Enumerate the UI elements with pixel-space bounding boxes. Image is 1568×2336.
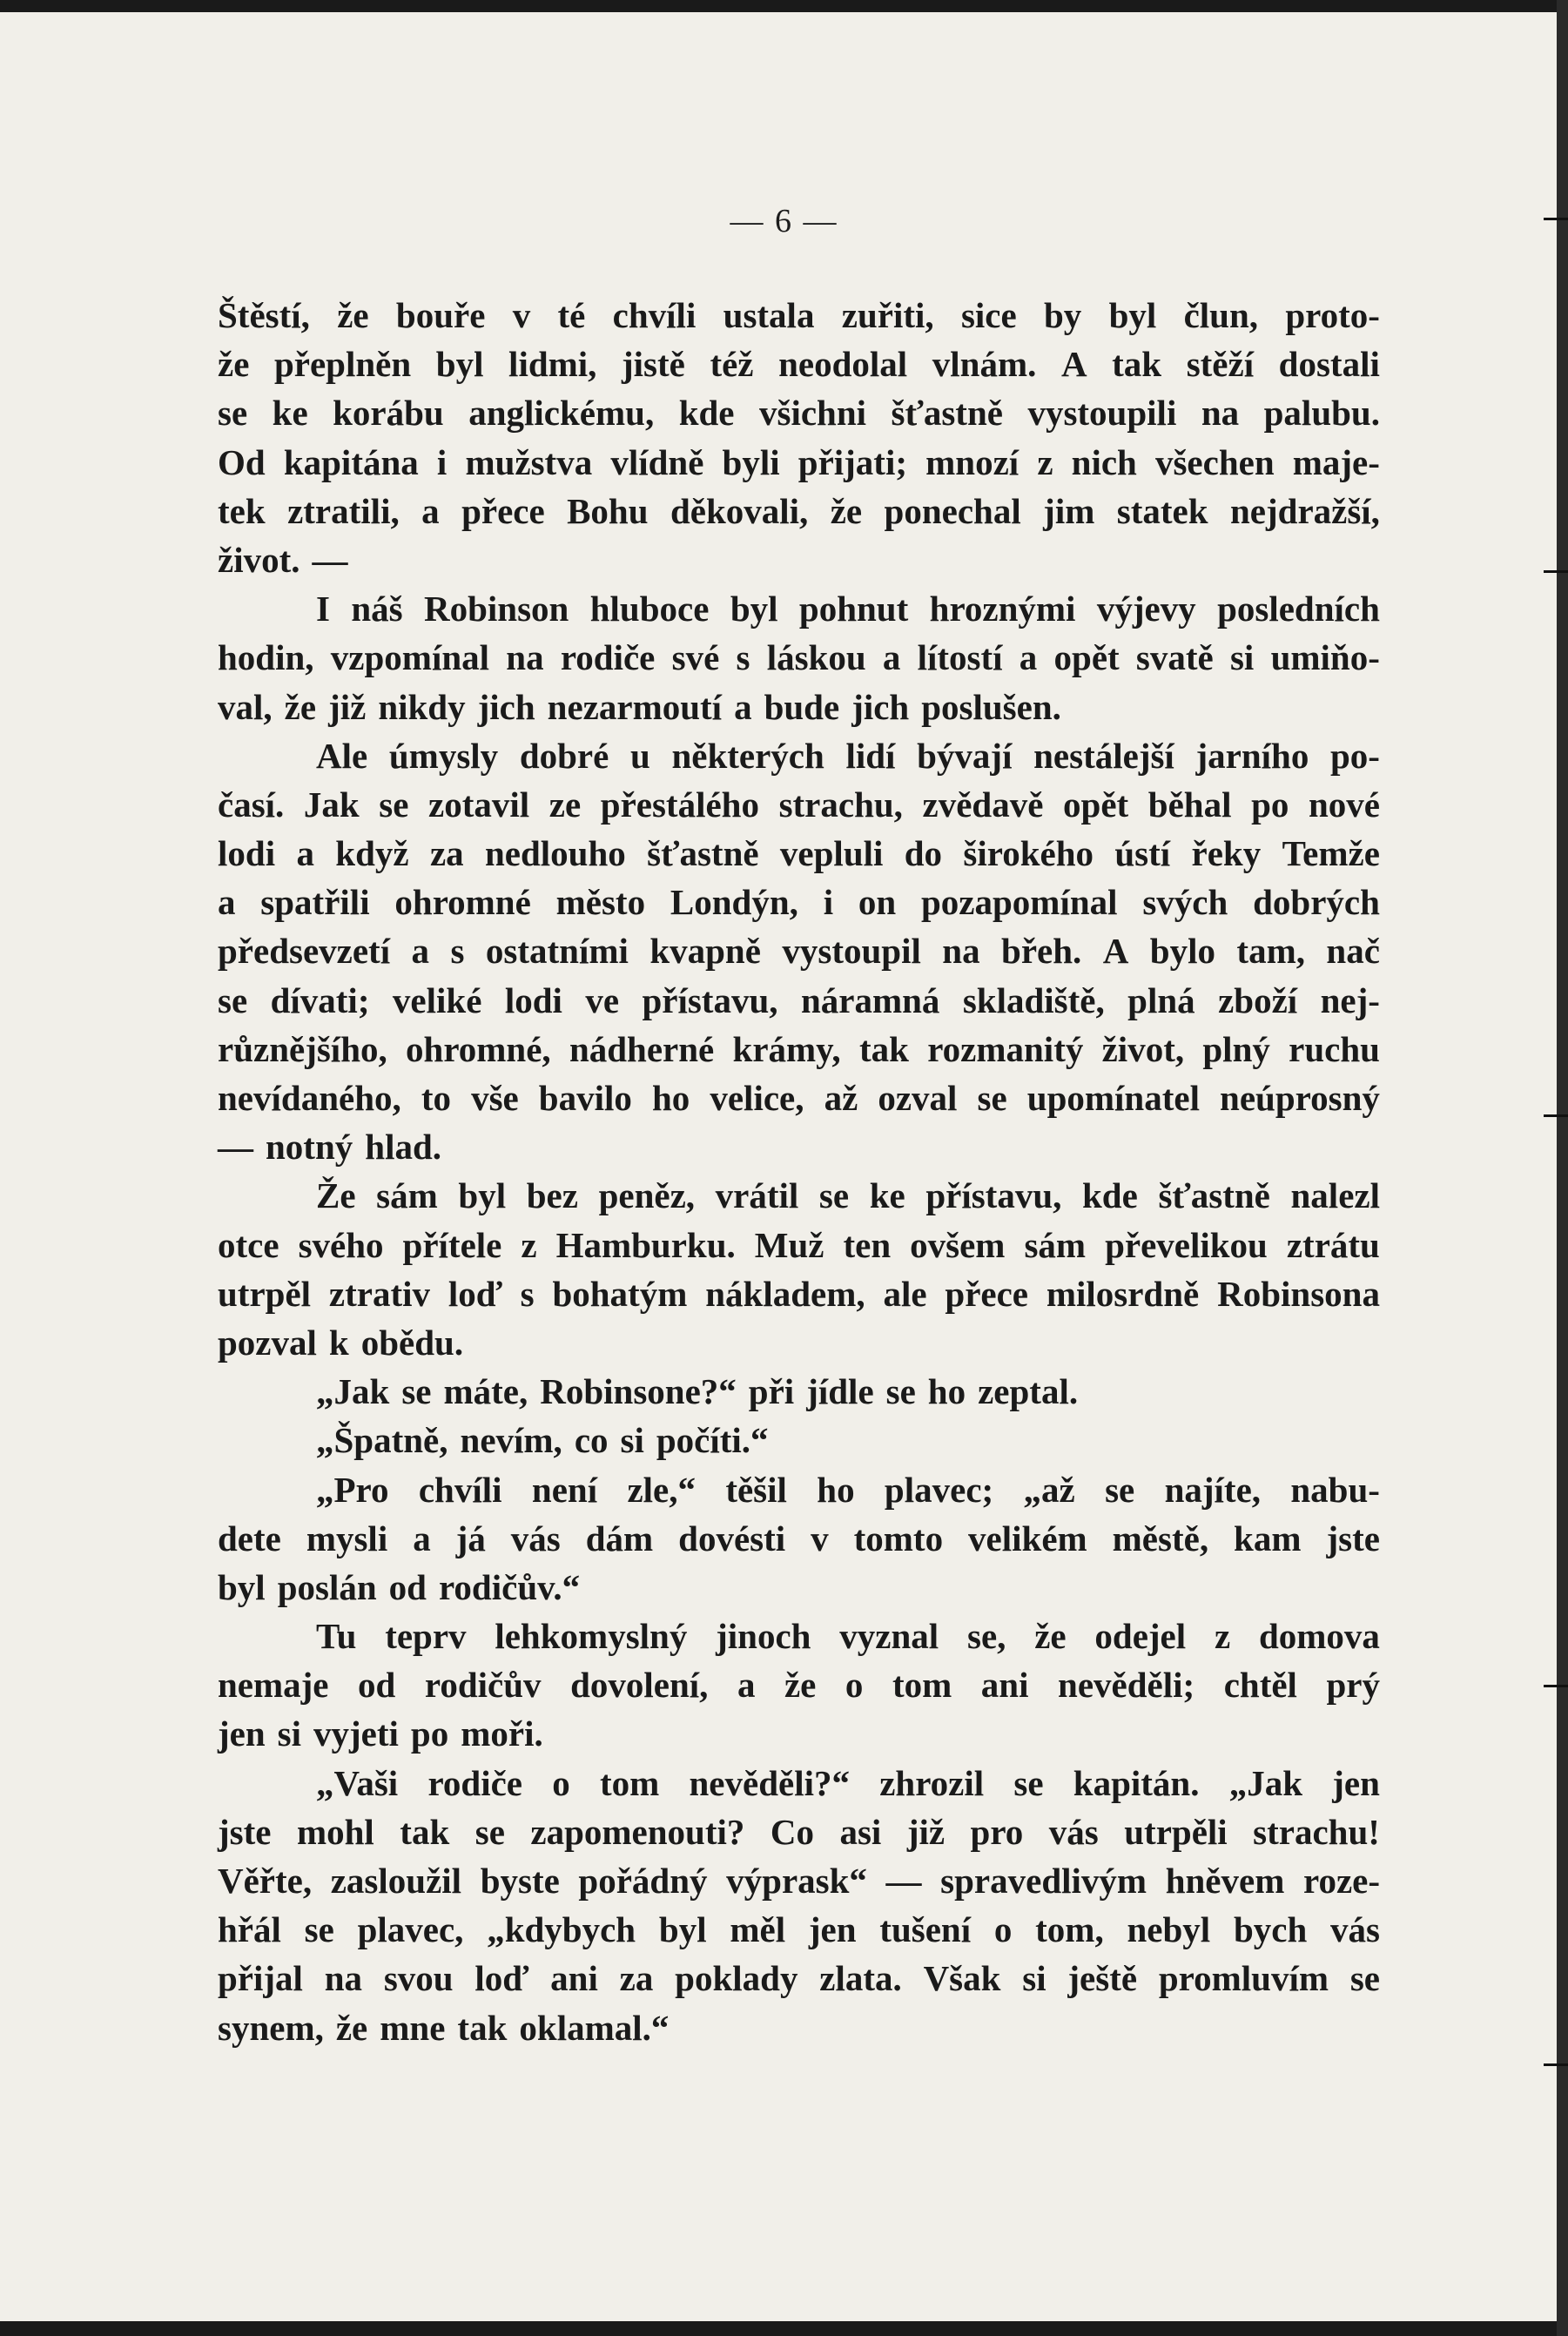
text-line: a spatřili ohromné město Londýn, i on pozapomínal svých dobrých [218,882,1380,923]
text-line: přijal na svou loď ani za poklady zlata. Však si ještě promluvím se [218,1958,1380,1999]
text-line: lodi a když za nedlouho šťastně vepluli do širokého ústí řeky Temže [218,833,1380,874]
text-line: byl poslán od rodičův.“ [218,1566,581,1607]
text-line: se ke korábu anglickému, kde všichni šťastně vystoupili na palubu. [218,393,1380,434]
edge-mark [1544,1685,1568,1687]
edge-mark [1544,1114,1568,1117]
text-line: I náš Robinson hluboce byl pohnut hroznými výjevy posledních [316,589,1380,629]
edge-mark [1544,2063,1568,2066]
text-line: hodin, vzpomínal na rodiče své s láskou a lítostí a opět svatě si umiňo- [218,637,1380,678]
text-line: „Špatně, nevím, co si počíti.“ [316,1420,769,1461]
text-line: život. — [218,539,348,580]
text-line: Tu teprv lehkomyslný jinoch vyznal se, že odejel z domova [316,1616,1380,1657]
text-line: Že sám byl bez peněz, vrátil se ke přístavu, kde šťastně nalezl [316,1175,1380,1216]
text-line: že přeplněn byl lidmi, jistě též neodolal vlnám. A tak stěží dostali [218,344,1380,385]
paragraph [218,1367,1380,1416]
paragraph [218,1465,1380,1612]
text-line: nevídaného, to vše bavilo ho velice, až ozval se upomínatel neúprosný [218,1078,1380,1118]
text-line: hřál se plavec, „kdybych byl měl jen tušení o tom, nebyl bych vás [218,1909,1380,1950]
paragraph [218,1759,1380,2052]
text-line: „Jak se máte, Robinsone?“ při jídle se ho zeptal. [316,1371,1079,1412]
paragraph [218,1612,1380,1759]
text-line: jste mohl tak se zapomenouti? Co asi již pro vás utrpěli strachu! [218,1811,1380,1852]
text-line: pozval k obědu. [218,1322,464,1363]
text-line: utrpěl ztrativ loď s bohatým nákladem, ale přece milosrdně Robinsona [218,1273,1380,1314]
text-line: časí. Jak se zotavil ze přestálého strachu, zvědavě opět běhal po nové [218,784,1380,825]
text-line: jen si vyjeti po moři. [218,1713,543,1754]
scan-edge [1557,0,1568,2336]
text-line: se dívati; veliké lodi ve přístavu, náramná skladiště, plná zboží nej- [218,980,1380,1020]
text-line: Věřte, zasloužil byste pořádný výprask“ — spravedlivým hněvem roze- [218,1861,1380,1901]
text-line: otce svého přítele z Hamburku. Muž ten ovšem sám převelikou ztrátu [218,1224,1380,1265]
paragraph [218,291,1380,584]
text-line: různějšího, ohromné, nádherné krámy, tak rozmanitý život, plný ruchu [218,1028,1380,1069]
body-text [218,291,1380,2052]
text-line: předsevzetí a s ostatními kvapně vystoupil na břeh. A bylo tam, nač [218,931,1380,972]
text-line: nemaje od rodičův dovolení, a že o tom ani nevěděli; chtěl prý [218,1665,1380,1706]
text-line: — notný hlad. [218,1127,442,1168]
page-number: — 6 — [730,203,838,239]
paragraph [218,1416,1380,1464]
text-line: Štěstí, že bouře v té chvíli ustala zuřiti, sice by byl člun, proto- [218,295,1380,335]
text-line: „Vaši rodiče o tom nevěděli?“ zhrozil se kapitán. „Jak jen [316,1762,1380,1803]
paragraph [218,731,1380,1172]
text-line: Od kapitána i mužstva vlídně byli přijati; mnozí z nich všechen maje- [218,441,1380,482]
text-line: dete mysli a já vás dám dovésti v tomto velikém městě, kam jste [218,1518,1380,1558]
text-line: synem, že mne tak oklamal.“ [218,2007,670,2048]
edge-mark [1544,570,1568,573]
paragraph [218,584,1380,731]
text-line: tek ztratili, a přece Bohu děkovali, že ponechal jim statek nejdražší, [218,490,1380,531]
paragraph [218,1171,1380,1367]
text-line: val, že již nikdy jich nezarmoutí a bude jich poslušen. [218,686,1061,727]
text-line: „Pro chvíli není zle,“ těšil ho plavec; „až se najíte, nabu- [316,1469,1380,1510]
text-line: Ale úmysly dobré u některých lidí bývají nestálejší jarního po- [316,735,1380,776]
